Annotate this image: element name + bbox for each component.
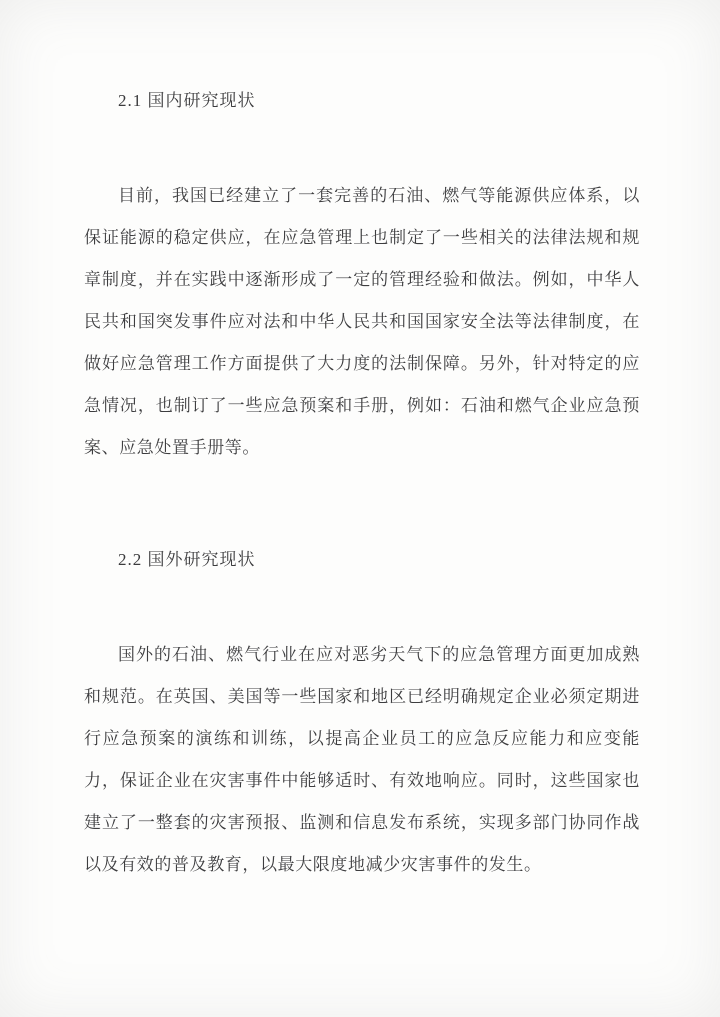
paragraph-foreign: 国外的石油、燃气行业在应对恶劣天气下的应急管理方面更加成熟和规范。在英国、美国等一些国家和地区已经明确规定企业必须定期进行应急预案的演练和训练，以提高企业员工的应急反应能力和应变能力，保证企业在灾害事件中能够适时、有效地响应。同时，这些国家也建立了一整套的灾害预报、监测和信息发布系统，实现多部门协同作战以及有效的普及教育，以最大限度地减少灾害事件的发生。 <box>84 645 640 874</box>
paragraph-domestic: 目前，我国已经建立了一套完善的石油、燃气等能源供应体系，以保证能源的稳定供应，在应急管理上也制定了一些相关的法律法规和规章制度，并在实践中逐渐形成了一定的管理经验和做法。例如，中华人民共和国突发事件应对法和中华人民共和国国家安全法等法律制度，在做好应急管理工作方面提供了大力度的法制保障。另外，针对特定的应急情况，也制订了一些应急预案和手册，例如：石油和燃气企业应急预案、应急处置手册等。 <box>84 186 640 457</box>
section-foreign-research <box>84 545 640 886</box>
section-domestic-research <box>84 86 640 469</box>
section-heading-domestic: 2.1 国内研究现状 <box>118 91 256 110</box>
section-heading-foreign: 2.2 国外研究现状 <box>118 550 256 569</box>
